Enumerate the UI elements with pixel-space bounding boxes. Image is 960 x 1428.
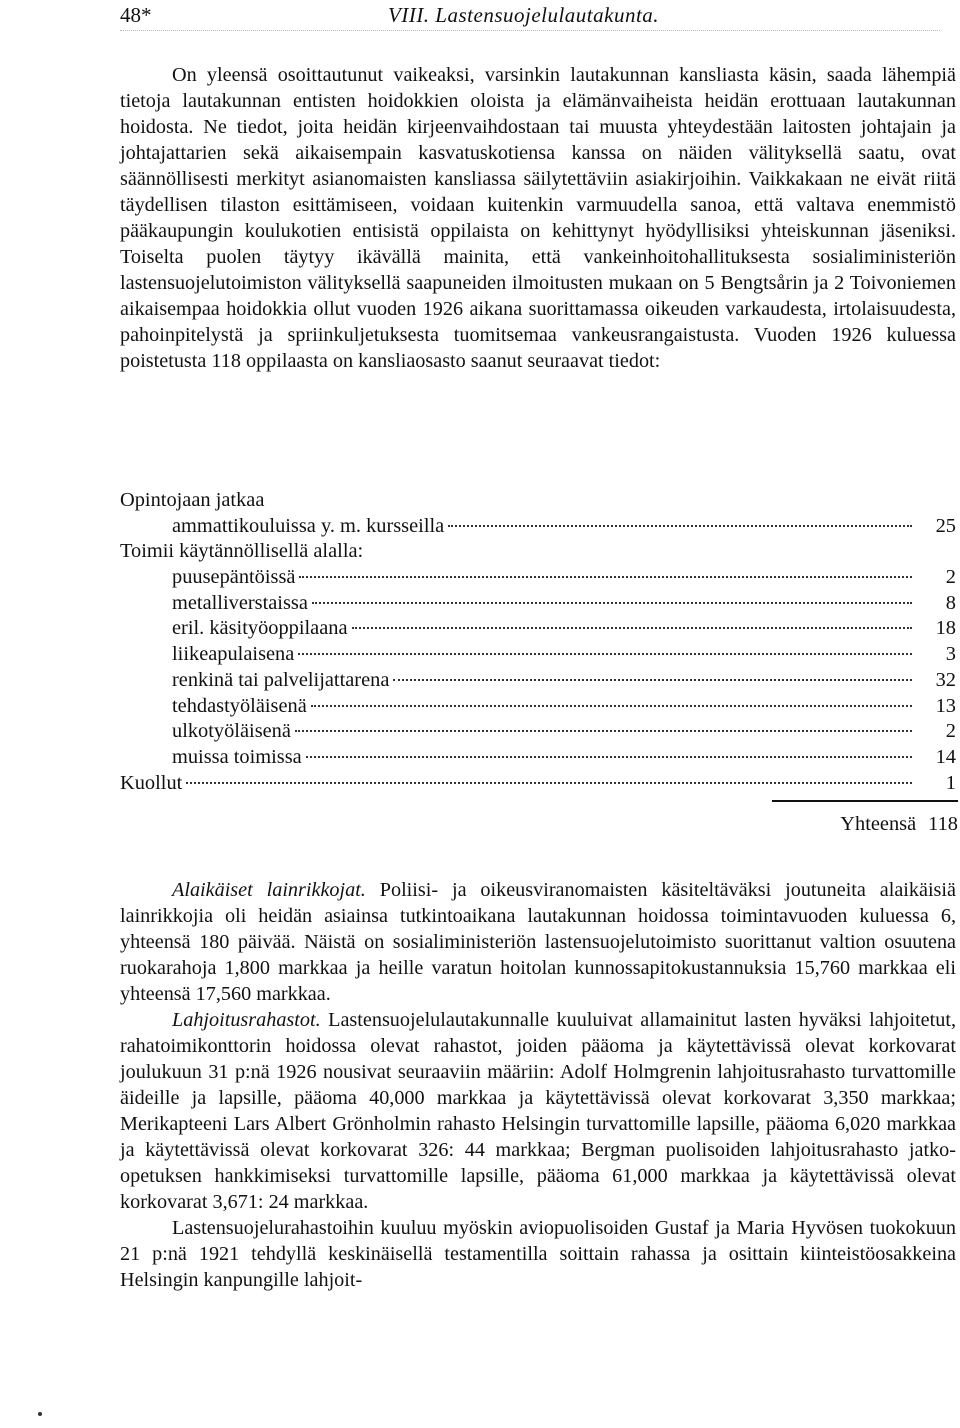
subheading-lawbreakers: Alaikäiset lainrikkojat. [172, 879, 366, 901]
dot-leader [306, 756, 912, 758]
dot-leader [186, 782, 912, 784]
table-row [120, 771, 960, 797]
paragraph-lawbreakers [120, 877, 956, 1007]
paragraph-donation-funds [120, 1007, 956, 1215]
header-divider [120, 30, 940, 31]
table-row [120, 745, 960, 771]
row-label: eril. käsityöoppilaana [172, 617, 348, 640]
page-header [120, 0, 940, 40]
row-label: puusepäntöissä [172, 566, 296, 589]
row-value: 25 [935, 514, 956, 537]
paragraph-donation-funds-text: Lastensuojelulautakunnalle kuuluivat allamainitut lasten hyväksi lahjoitetut, rahatoimikonttorin hoidossa olevat rahastot, joiden pääoma ja käytettävissä olevat korkovarat joulukuun 31 p:nä 1926 nousivat seuraaviin määriin: Adolf Holmgrenin lahjoitusrahasto turvattomille äideille ja lapsille, pääoma 40,000 markkaa ja käytettävissä olevat korkovarat 3,350 markkaa; Merikapteeni Lars Albert Grönholmin rahasto Helsingin turvattomille lapsille, pääoma 6,020 markkaa ja käytettävissä olevat korkovarat 326: 44 markkaa; Bergman puolisoiden lahjoitusrahasto jatko-opetuksen hankkimiseksi turvattomille lapsille, pääoma 61,000 markkaa ja käytettävissä olevat korkovarat 3,671: 24 markkaa. [120, 1009, 956, 1213]
row-label: tehdastyöläisenä [172, 694, 307, 717]
table-row [120, 539, 960, 565]
dot-leader [295, 730, 912, 732]
table-row [120, 719, 960, 745]
page-number: 48* [120, 3, 152, 27]
row-label: renkinä tai palvelijattarena [172, 668, 390, 691]
print-speck [38, 1412, 42, 1416]
subheading-donation-funds: Lahjoitusrahastot. [172, 1009, 321, 1031]
dot-leader [312, 602, 912, 604]
row-label: ulkotyöläisenä [172, 720, 291, 743]
intro-paragraph: On yleensä osoittautunut vaikeaksi, varsinkin lautakunnan kansliasta käsin, saada lähempiä tietoja lautakunnan entisten hoidokkien oloista ja elämänvaiheista heidän erottuaan lautakunnan hoidosta. Ne tiedot, joita heidän kirjeenvaihdostaan tai muusta yhteydestään laitosten johtajain ja johtajattarien sekä aikaisempain kasvatuskotiensa kanssa on näiden välityksellä saatu, ovat säännöllisesti merkityt asianomaisten kansliassa säilytettäviin asiakirjoihin. Vaikkakaan ne eivät riitä täydellisen tilaston esittämiseen, voidaan kuitenkin varmuudella sanoa, että valtava enemmistö pääkaupungin koulukotien entisistä oppilaista on kehittynyt hyödyllisiksi yhteiskunnan jäseniksi. Toiselta puolen täytyy ikävällä mainita, että vankeinhoitohallituksesta sosialiministeriön lastensuojelutoimiston välityksellä saapuneiden ilmoitusten mukaan on 5 Bengtsårin ja 2 Toivoniemen aikaisempaa hoidokkia ollut vuoden 1926 aikana suorittamassa oikeuden varkaudesta, irtolaisuudesta, pahoinpitelystä ja spriinkuljetuksesta tuomitsemaa vankeusrangaistusta. Vuoden 1926 kuluessa poistetusta 118 oppilaasta on kansliaosasto saanut seuraavat tiedot: [120, 64, 956, 372]
dot-leader [448, 525, 912, 527]
dot-leader [298, 653, 912, 655]
row-value: 13 [935, 694, 956, 717]
table-row [120, 514, 960, 540]
row-value: 2 [945, 720, 956, 743]
paragraph-lawbreakers-text: Poliisi- ja oikeusviranomaisten käsiteltäväksi joutuneita alaikäisiä lainrikkojia oli heidän asiainsa tutkintoaikana lautakunnan hoidossa toimintavuoden kuluessa 6, yhteensä 180 päivää. Näistä on sosialiministeriön lastensuojelutoimisto suorittanut valtion osuutena ruokarahoja 1,800 markkaa ja heille varatun hoitolan kunnossapitokustannuksia 15,760 markkaa eli yhteensä 17,560 markkaa. [120, 879, 956, 1005]
total-rule [772, 800, 958, 802]
table-row [120, 642, 960, 668]
row-label: ammattikouluissa y. m. kursseilla [172, 514, 445, 537]
table-row [120, 616, 960, 642]
row-value: 32 [935, 668, 956, 691]
row-label: liikeapulaisena [172, 643, 295, 666]
row-label: Kuollut [120, 771, 183, 794]
intro-section [120, 62, 956, 374]
row-value: 14 [935, 745, 956, 768]
row-value: 8 [945, 591, 956, 614]
table-row [120, 694, 960, 720]
dot-leader [352, 627, 912, 629]
body-section [120, 877, 956, 1293]
table-rows [120, 488, 960, 796]
pupil-outcome-table [120, 488, 960, 838]
running-title: VIII. Lastensuojelulautakunta. [388, 3, 660, 27]
dot-leader [393, 679, 912, 681]
row-value: 3 [945, 643, 956, 666]
row-value: 18 [935, 617, 956, 640]
row-label: Opintojaan jatkaa [120, 489, 265, 511]
total-row [120, 812, 960, 838]
dot-leader [311, 705, 912, 707]
table-row [120, 488, 960, 514]
table-row [120, 668, 960, 694]
row-value: 2 [945, 566, 956, 589]
table-row [120, 591, 960, 617]
dot-leader [299, 576, 912, 578]
paragraph-hyvonen-bequest: Lastensuojelurahastoihin kuuluu myöskin aviopuolisoiden Gustaf ja Maria Hyvösen tuokokuun 21 p:nä 1921 tehdyllä keskinäisellä testamentilla soittain rahassa ja osittain kiinteistöosakkeina Helsingin kanpungille lahjoit- [120, 1217, 956, 1291]
row-value: 1 [945, 771, 956, 794]
row-label: metalliverstaissa [172, 591, 308, 614]
table-row [120, 565, 960, 591]
total-label: Yhteensä [840, 813, 917, 836]
row-label: Toimii käytännöllisellä alalla: [120, 540, 364, 563]
total-value: 118 [928, 813, 958, 836]
row-label: muissa toimissa [172, 745, 302, 768]
